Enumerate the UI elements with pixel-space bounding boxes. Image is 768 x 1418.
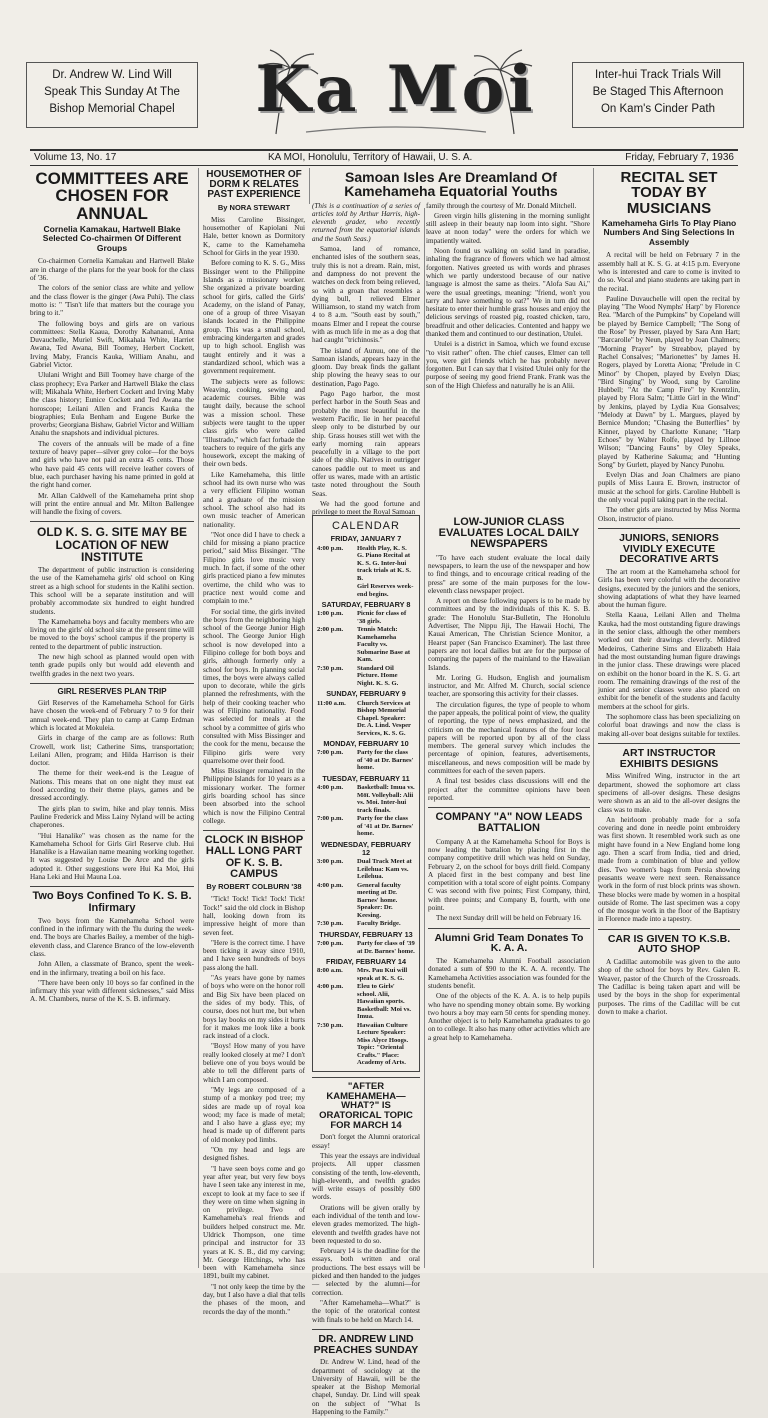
paragraph: The new high school as planned would open with tenth grade pupils only but would add eleventh and twelfth grades in the next two years. [30, 653, 194, 678]
paragraph: "To have each student evaluate the local daily newspapers, to learn the use of the newspaper and how to find things, and to encourage critical reading of the press" are some of the main purposes for the low-eleventh class newspaper project. [428, 553, 590, 595]
calendar-event-time: 4:00 p.m. [317, 983, 344, 991]
paragraph: Pauline Duvauchelle will open the recital by playing "The Wood Nymphs' Harp" by Florence Rea. "March of the Pumpkins" by Copeland will be played by Bernice Campbell; "The Song of the Rose" by Presser, played by Sara Ann Hart; "Barcarolle" by Neun, played by Joan Chalmers; "Morning Prayer" by Streabbov, played by Rachel Consalves; "Marionettes" by James H. Rogers, played by Loretta Aiona; "Prelude in C Minor" by Chopen, played by Evelyn Dias; "Bird Singing" by Wood, sung by Caroline Hubbell; "At the Camp Fire" by Krentzlin, played by Flora Salm; "Little Girl in the Wind" by Jenkins, played by Lydia Kua Gonsalves; "Melody at Dawn" by L. Margues, played by Bernice Mundon; "Chasing the Butterflies" by Kinner, played by Charlotte Kunane; "Harp Echoes" by Walter Rolfe, played by Lillnoe Wilson; "Dancing Fauns" by Oley Speaks, played by Katherine Sakuma; and "Hunting Song" by Gurlett, played by Nancy Punohu. [598, 294, 740, 469]
calendar-event-text: Dual Track Meet at Leilehua: Kam vs. Leilehua. [357, 858, 412, 881]
samoa-story [312, 168, 590, 519]
issue-date: Friday, February 7, 1936 [625, 152, 734, 163]
left-ear-box [26, 62, 198, 128]
paragraph: The other girls are instructed by Miss Norma Olson, instructor of piano. [598, 506, 740, 523]
right-ear-box [572, 62, 744, 128]
paragraph: Miss Caroline Bissinger, housemother of Kapiolani Nui Hale, better known as Dormitory K, came to the Kamehameha School for Girls in the year 1930. [203, 215, 305, 258]
calendar-event-time: 4:00 p.m. [317, 881, 344, 889]
samoa-columns [312, 202, 590, 519]
paragraph: The department of public instruction is considering the use of the Kamehameha girls' old school on King street as a high school for students in the Kalihi section. This school will be a separate institution and will probably accommodate six hundred to eight hundred students. [30, 566, 194, 616]
headline-alumni-grid: Alumni Grid Team Donates To K. A. A. [434, 931, 584, 955]
paragraph: Noon found us walking on solid land in paradise, inhaling the fragrance of flowers which we had almost forgotten. Natives greeted us with words and phrases which we partly understood because of our native language is almost the same as theirs. "Alofa Sau Ai," were the usual greetings, meaning: "friend, won't you tarry and have something to eat?" We in turn did not hesitate to enter their humble grass houses and enjoy the delicious servings of roasted pig, roasted chicken, taro, breadfruit and other delicacies. Contented and happy we thanked them and continued to our destination, Utulei. [426, 247, 590, 338]
calendar-event-text: Health Play, K. S. G. Piano Recital at K. S. G. Inter-hui track trials at K. S. B. [357, 544, 411, 582]
divider [30, 886, 194, 887]
calendar-event-text: General faculty meeting at Dr. Barnes' home. Speaker: Dr. Keesing. [357, 881, 401, 919]
paragraph: Before coming to K. S. G., Miss Bissinger went to the Philippine Islands as a missionary worker. She organized a private boarding school for girls, called the Girls' Academy, on the island of Panay, one of a group of three Visayan islands located in the Philippine group. This was a small school, embracing kindergarten and grades up to high school. English was taught entirely and it was a standardized school, which was a government requirement. [203, 259, 305, 376]
paragraph: "Not once did I have to check a child for missing a piano practice period," said Miss Bissinger. "The Filipino girls love music very much. In fact, if some of the other girls practiced piano a few minutes overtime, the child who was to practice next would come and complain to me." [203, 530, 305, 606]
calendar-event-time: 1:00 p.m. [317, 610, 344, 618]
paragraph: One of the objects of the K. A. A. is to help pupils who have no spending money obtain some. By working two hours a boy may earn 50 cents for spending money. Another object is to help Kamehameha graduates to go on to college. It also has many other activities which are a great help to Kamehameha. [428, 992, 590, 1042]
column-divider [593, 168, 594, 1268]
headline-decorative-arts: JUNIORS, SENIORS VIVIDLY EXECUTE DECORATIVE ARTS [619, 531, 719, 566]
headline-car: CAR IS GIVEN TO K.S.B. AUTO SHOP [607, 932, 731, 956]
calendar-event [317, 700, 415, 738]
paragraph: Like Kamehameha, this little school had its own nurse who was a very efficient Filipino woman and a graduate of the mission school. The school also had its own music teacher of American nationality. [203, 470, 305, 529]
calendar-event-time: 3:00 p.m. [317, 858, 344, 866]
calendar-event-text: Mrs. Pau Kui will speak at K. S. G. [357, 967, 408, 982]
calendar-event [317, 983, 415, 1021]
divider [30, 521, 194, 522]
divider [312, 1329, 420, 1330]
headline-newspapers: LOW-JUNIOR CLASS EVALUATES LOCAL DAILY NEWSPAPERS [438, 516, 580, 551]
headline-recital: RECITAL SET TODAY BY MUSICIANS [620, 169, 718, 217]
calendar-event-text: Eleu to Girls' school. Alii, Hawaiian sports. Basketball: Moi vs. Imua. [357, 983, 412, 1021]
paragraph: Orations will be given orally by each individual of the tenth and low-eleven grades memorized. The high-eleventh and twelfth grades have not been requested to do so. [312, 1203, 420, 1245]
headline-housemother: HOUSEMOTHER OF DORM K RELATES PAST EXPERIENCE [206, 169, 302, 201]
byline: By ROBERT COLBURN '38 [206, 882, 302, 892]
column-3-lower [312, 515, 420, 1418]
divider [312, 1077, 420, 1078]
samoa-column-a [312, 202, 420, 519]
paragraph: family through the courtesy of Mr. Donald Mitchell. [426, 201, 577, 210]
paragraph: Mr. Allan Caldwell of the Kamehameha print shop will print the entire annual and Mr. Milton Ballengee will handle the fixing of covers. [30, 491, 194, 517]
calendar-event-time: 2:00 p.m. [317, 626, 344, 634]
calendar-event-text: Basketball: Imua vs. Mōī. Volleyball: Alii vs. Moi. Inter-hui track finals. [357, 784, 415, 814]
calendar-day: SATURDAY, FEBRUARY 8 [321, 600, 411, 610]
paragraph: Green virgin hills glistening in the morning sunlight still asleep in their beauty nap loom into sight. "Shore leave at noon today" were the orders for which we impatiently waited. [426, 211, 590, 245]
calendar-event-time: 7:30 p.m. [317, 664, 344, 672]
divider [203, 830, 305, 831]
paragraph: The covers of the annuals will be made of a fine texture of heavy paper—silver grey color—for the boys and girls who have not paid an extra 45 cents. Those who have paid 45 cents will receive leather covers of blue, each purchaser having his name printed in gold at the right hand corner. [30, 439, 194, 490]
paragraph: Dr. Andrew W. Lind, head of the department of sociology at the University of Hawaii, will be the speaker at the Bishop Memorial chapel, Sunday. Dr. Lind will speak on the subject of "What Is Happening to the Family." [312, 1358, 420, 1417]
divider [428, 807, 590, 808]
calendar-event [317, 920, 415, 928]
calendar-event-text: Standard Oil Picture. Home Night. K. S. G. [357, 664, 399, 687]
paragraph: Don't forget the Alumni oratorical essay! [312, 1133, 420, 1150]
headline-committees: COMMITTEES ARE CHOSEN FOR ANNUAL [35, 169, 189, 223]
samoa-column-b [426, 202, 590, 519]
calendar-day: TUESDAY, FEBRUARY 11 [322, 773, 410, 783]
calendar-day: THURSDAY, FEBRUARY 13 [319, 929, 413, 939]
calendar-event-time: 8:00 a.m. [317, 967, 343, 975]
paragraph: "Here is the correct time. I have been ticking it away since 1910, and I have seen hundreds of boys pass along the hall. [203, 938, 305, 972]
calendar-event-time: 4:00 p.m. [317, 784, 344, 792]
paragraph: We had the good fortune and privilege to meet the Royal Samoan [312, 499, 420, 517]
paragraph: A report on these following papers is to be made by committees and by the individuals of this K. S. B. grade: The Honolulu Star-Bulletin, The Honolulu Advertiser, The Nippu Jiji, The Hawaii Hochi, The Kauai American, The Christian Science Monitor, a Hearst paper (San Francisco Examiner). The last three papers are not local dailies but are for the purpose of comparing the papers of the mainland to the Hawaiian Islands. [428, 597, 590, 672]
calendar-event [317, 815, 415, 838]
calendar-event-text: Hawaiian Culture Lecture Speaker: Miss Alyce Hoogs. Topic: "Oriental Crafts." Place: Academy of Arts. [357, 1021, 409, 1067]
nameplate [246, 48, 546, 136]
samoa-intro: (This is a continuation of a series of articles told by Arthur Harris, high-eleventh grader, who recently returned from the equatorial islands and the South Seas.) [312, 201, 420, 243]
calendar-event [317, 1022, 415, 1067]
paragraph: The colors of the senior class are white and yellow and the class flower is the ginger (Awa Puhi). The class motto is: " 'Tisn't life that matters but the courage you bring to it." [30, 284, 194, 318]
paragraph: The following boys and girls are on various committees: Stella Kaaua, Dorothy Kahananui, Anna Duvauchelle, Muriel Swift, Mikahala White, Harriet Awana, Ted Awana, Bill Toomey, Herbert Cockett, Irving Maby, Francis Kauka, William Anahu, and Gabriel Victor. [30, 319, 194, 370]
headline-art-instructor: ART INSTRUCTOR EXHIBITS DESIGNS [619, 746, 719, 770]
paragraph: The subjects were as follows: Weaving, cooking, sewing and academic courses. Bible was taught daily, because the school was a mission school. These subjects were taught to the upper class girls who were called "Illustrado," which fact forbade the teachers to require of the girls any housework, except the making of their own beds. [203, 377, 305, 469]
headline-clock: CLOCK IN BISHOP HALL LONG PART OF K. S. B. CAMPUS [204, 834, 304, 880]
paragraph: Utulei is a district in Samoa, which we found excuse "to visit rather" often. The chief causes, Elmer can tell you, were girl friends which he has probably never forgotten. But I can say that I visited Utulei only for the purpose of seeing my good friend Frank. Frank was the son of the High Chiefess and naturally he is an Alii. [426, 340, 590, 390]
paragraph: "Boys! How many of you have really looked closely at me? I don't believe one of you boys would be able to tell the different parts of which I am composed. [203, 1042, 305, 1084]
calendar-event-time: 7:00 p.m. [317, 749, 344, 757]
calendar-event [317, 967, 415, 982]
divider [598, 528, 740, 529]
calendar-event-time: 7:30 p.m. [317, 1021, 344, 1029]
calendar-event-text: Party for the class of '40 at Dr. Barnes' home. [357, 749, 414, 772]
dateline [30, 149, 738, 166]
calendar-event-time: 7:00 p.m. [317, 815, 344, 823]
paragraph: For social time, the girls invited the boys from the neighboring high school of the George Junior High school. The George Junior High school is now developed into a Filipino college for both boys and girls, although formerly only a school for boys. In planning social times, the boys were always called upon to decorate, while the girls planned the refreshments, with the help of their cooking teacher who was of Filipino nationality. Food was selected for meals at the school by a committee of girls who consulted with Miss Bissinger and the cook for the menu, because the Filipino girls were very quarrelsome over their food. [203, 607, 305, 765]
paragraph: The Kamehameha boys and faculty members who are living on the girls' old school site at the present time will be moved to the boys' school campus if the property is rented to the department of public instruction. [30, 617, 194, 651]
paragraph: Pago Pago harbor, the most perfect harbor in the South Seas and probably the most beautiful in the western Pacific, lie in her peaceful sleep only to be disturbed by our ship. Grass houses still wet with the early morning rain appears peacefully in a village to the port side of the ship. Natives in outrigger canoes paddle out to meet us and offer us wares, made with an artistic taste noted throughout the South Seas. [312, 390, 420, 498]
paragraph: This year the essays are individual projects. All upper classmen consisting of the tenth, low-eleventh, high-eleventh, and twelfth grades will write essays of possibly 600 words. [312, 1151, 420, 1202]
left-ear-line: Speak This Sunday At The [44, 86, 180, 98]
paragraph: "My legs are composed of a stump of a monkey pod tree; my sides are made up of royal koa wood; my face is made of metal; and I also have a glass eye; my head is made up of different parts of old monkey pod limbs. [203, 1085, 305, 1144]
paragraph: "As years have gone by names of boys who were on the honor roll and Big Six have been placed on the sides of my body. This, of course, does not hurt me, but when boys lay books on my sides it hurts for it makes me look like a book rack instead of a clock. [203, 974, 305, 1041]
column-divider [198, 168, 199, 1268]
column-5 [598, 168, 740, 1018]
byline: By NORA STEWART [217, 202, 291, 212]
divider [598, 743, 740, 744]
paragraph: Miss Bissinger remained in the Philippine Islands for 10 years as a missionary worker. The former girls boarding school has since been absorbed into the school which is now the Filipino Central college. [203, 767, 305, 825]
paragraph: "After Kamehameha—What?" is the topic of the oratorical contest with finals to be held on March 14. [312, 1298, 420, 1324]
headline-girl-reserves: GIRL RESERVES PLAN TRIP [57, 686, 167, 696]
paragraph: Company A at the Kamehameha School for Boys is now leading the battalion by placing first in the company competitive drill which was held on Sunday, February 2, on the school for boys drill field. Company A placed first in the best company and best line competition with a total score of eight points. Company C was second with five points; First Company, third, with three points; and Company B, fourth, with one point. [428, 837, 590, 913]
calendar-event-text: Picnic for class of '38 girls. [357, 610, 407, 625]
right-ear-line: On Kam's Cinder Path [600, 103, 716, 115]
paragraph: "On my head and legs are designed fishes. [203, 1146, 305, 1163]
calendar-list [317, 535, 415, 1067]
headline-samoa: Samoan Isles Are Dreamland Of Kamehameha Equatorial Youths [344, 169, 558, 200]
paragraph: "I have seen boys come and go year after year, but very few boys have I seen take any interest in me, except to look at my face to see if they were on time when signing in on privilege. Two of Kamehameha's real friends and builders helped construct me. Mr. Uldrick Thompson, one time principal and instructor for 33 years at K. S. B., did my carving; Mr. George Hitchings, who has been with Kamehameha since 1891, built my cabinet. [203, 1164, 305, 1281]
calendar-event-text: Girl Reserves week-end begins. [357, 583, 414, 598]
paragraph: The theme for their week-end is the League of Nations. This means that on one night they must eat food according to their theme plays, games and be dressed accordingly. [30, 769, 194, 803]
paragraph: Two boys from the Kamehameha School were confined in the infirmary with the 'flu during the week-end. The boys are Charles Bailey, a member of the high-eleventh class, and Clarence Branco of the low-eleventh class. [30, 916, 194, 958]
volume-number: Volume 13, No. 17 [34, 152, 117, 163]
calendar-day: SUNDAY, FEBRUARY 9 [326, 689, 406, 699]
calendar-event-text: Faculty Bridge. [357, 920, 401, 928]
paragraph: "I not only keep the time by the day, but I also have a dial that tells the phases of the moon, and records the day of the month." [203, 1282, 305, 1316]
calendar-event-text: Party for class of '39 at Dr. Barnes' home. [357, 940, 415, 955]
paragraph: Mr. Loring G. Hudson, English and journalism instructor, and Mr. Alfred M. Church, social science teacher, are sponsoring this activity for their classes. [428, 673, 590, 699]
right-ear-line: Inter-hui Track Trials Will [595, 69, 721, 81]
headline-oratorical: "AFTER KAMEHAMEHA—WHAT?" IS ORATORICAL TOPIC FOR MARCH 14 [319, 1080, 413, 1131]
subhead-recital: Kamehameha Girls To Play Piano Numbers And Sing Selections In Assembly [601, 217, 737, 247]
calendar-event-text: Tennis Match: Kamehameha Faculty vs. Submarine Base at Kam. [357, 626, 411, 664]
paragraph: An heirloom probably made for a sofa covering and done in needle point embroidery was first shown. It resembled work such as one might have found in a New England home long ago. Then a scarf from India, tied and dried, made from a combination of blue and yellow dies. Two women's bags from Persia showing peasants weave were next seen. Renaissance work in the form of rust block prints was shown. These blocks were made by women in a hospital outside of Rome. The last specimen was a copy of the mosque work in the floor of the Baptistry in Florence made into a tapestry. [598, 815, 740, 924]
paragraph: Stella Kaaua, Leilani Allen and Thelma Kauka, had the most outstanding figure drawings in the senior class, although the other members worked out their drawings cleverly. Mildred Medeiros, Catherine Sims and Elizabeth Haia had the most outstanding human figure drawings in the junior class. These drawings were placed on exhibit on the honor board in the K. S. G. art room. The remaining drawings of the rest of the junior and senior classes were also placed on exhibit for the benefit of the students and faculty members at the school for girls. [598, 611, 740, 711]
calendar-event [317, 749, 415, 772]
paragraph: Evelyn Dias and Joan Chalmers are piano pupils of Miss Laura E. Brown, instructor of music at the school for girls. Caroline Hubbell is the only vocal pupil taking part in the recital. [598, 471, 740, 504]
calendar-event [317, 545, 415, 583]
right-ear-line: Be Staged This Afternoon [592, 86, 724, 98]
headline-ksg-site: OLD K. S. G. SITE MAY BE LOCATION OF NEW INSTITUTE [36, 525, 188, 564]
calendar-event-time: 11:00 a.m. [317, 699, 346, 707]
paragraph: The island of Aunuu, one of the Samoan islands, appears hazy in the gloom. Day break finds the gallant ship plowing the heavy seas to our destination, Pago Pago. [312, 346, 420, 388]
calendar-day: WEDNESDAY, FEBRUARY 12 [320, 839, 412, 857]
paragraph: Girls in charge of the camp are as follows: Ruth Crowell, work list; Catherine Sims, transportation; Leilani Allen, program; and Hilda Harrison is their doctor. [30, 734, 194, 768]
calendar-event [317, 626, 415, 664]
paragraph: Girl Reserves of the Kamehameha School for Girls have chosen the week-end of February 7 to 9 for their annual week-end. They plan to camp at Camp Erdman which is located at Mokuleia. [30, 699, 194, 732]
column-2 [203, 168, 305, 1318]
calendar-event-time [317, 583, 357, 598]
left-ear-line: Dr. Andrew W. Lind Will [52, 69, 172, 81]
calendar-event [317, 610, 415, 625]
divider [30, 683, 194, 684]
divider [598, 929, 740, 930]
nameplate-logo: Ka Moi [255, 52, 537, 127]
calendar-event [317, 665, 415, 688]
calendar-event [317, 940, 415, 955]
calendar-event-text: Party for the class of '41 at Dr. Barnes' home. [357, 815, 414, 838]
column-1 [30, 168, 194, 1006]
calendar-day: MONDAY, FEBRUARY 10 [323, 739, 409, 749]
paragraph: A Cadillac automobile was given to the auto shop of the school for boys by Rev. Galen R. Weaver, pastor of the Church of the Crossroads. The Cadillac is being taken apart and will be used by the boys in the shop for experimental purposes. The rims of the Cadillac will be cut down to make a chariot. [598, 958, 740, 1016]
paragraph: Co-chairmen Cornelia Kamakau and Hartwell Blake are in charge of the plans for the year book for the class of '36. [30, 257, 194, 283]
paragraph: The sophomore class has been specializing on colorful boat drawings and now the class is making all-over boat designs suitable for textiles. [598, 713, 740, 738]
calendar-title: CALENDAR [332, 520, 400, 532]
paragraph: The next Sunday drill will be held on February 16. [436, 914, 582, 923]
calendar-event-time: 7:00 p.m. [317, 940, 344, 948]
left-ear-line: Bishop Memorial Chapel [49, 103, 175, 115]
calendar-day: FRIDAY, FEBRUARY 14 [325, 957, 406, 967]
headline-lind: DR. ANDREW LIND PREACHES SUNDAY [313, 1332, 419, 1356]
paragraph: "Tick! Tock! Tick! Tock! Tick! Tock!" said the old clock in Bishop hall, looking down from its impressive height of more than seven feet. [203, 895, 305, 937]
subhead-committees: Cornelia Kamakau, Hartwell Blake Selected Co-chairmen Of Different Groups [42, 223, 182, 253]
paragraph: A recital will be held on February 7 in the assembly hall at K. S. G. at 4:15 p.m. Everyone who is interested and care to come is invited to do so. Vocal and piano students are taking part in the recital. [598, 251, 740, 293]
calendar-event-text: Church Services at Bishop Memorial Chapel. Speaker: Dr. A. Lind. Vesper Services, K. S. G. [357, 699, 411, 737]
paragraph: "There have been only 10 boys so far confined in the infirmary this year with different sicknesses," said Miss A. M. Chambers, nurse of the K. S. B. infirmary. [30, 978, 194, 1004]
paragraph: February 14 is the deadline for the essays, both written and oral productions. The best essays will be picked and then handed to the judges — selected by the alumni—for correction. [312, 1247, 420, 1297]
column-4-lower [428, 515, 590, 1044]
calendar-event [317, 583, 415, 598]
column-divider [309, 168, 310, 204]
paragraph: The girls plan to swim, hike and play tennis. Miss Pauline Frederick and Miss Lainy Nyland will be acting chaperones. [30, 804, 194, 830]
paragraph: The circulation figures, the type of people to whom the paper appeals, the political point of view, the quality of reporting, the type of news emphasized, and the criticism on the mechanical features of the four local papers will be reported upon by all of the class members. The general survey which includes the percentage of opinion, features, advertisements, miscellaneous, and news composition will be made by committees for each of the seven papers. [428, 700, 590, 776]
paragraph: Ululani Wright and Bill Toomey have charge of the class prophecy; Eva Parker and Hartwell Blake the class will; Mikahala White, Herbert Cockett and Irving Maby the class history; Eunice Cockett and Ted Awana the horoscope; Leilani Allen and Francis Kauka the biographies; Eula Benham and Eugene Burke the proverbs; Georgiana Bishaw, Gabriel Victor and William Anahu the snapshots and individual pictures. [30, 371, 194, 438]
paragraph: John Allen, a classmate of Branco, spent the week-end in the infirmary, treating a boil on his face. [30, 960, 194, 977]
paragraph: Miss Winifred Wing, instructor in the art department, showed the sophomore art class specimens of all-over designs. These designs were shown as an aid to the all-over designs the class was to make. [598, 772, 740, 814]
headline-company-a: COMPANY "A" NOW LEADS BATTALION [435, 811, 583, 835]
calendar-day: FRIDAY, JANUARY 7 [330, 534, 402, 544]
calendar-event [317, 784, 415, 814]
masthead [20, 48, 750, 136]
calendar-box [312, 515, 420, 1072]
paragraph: The Kamehameha Alumni Football association donated a sum of $90 to the K. A. A. recently. The Kamehameha Activities association was founded for the students benefit. [428, 957, 590, 990]
calendar-event-time: 4:00 p.m. [317, 544, 344, 552]
paragraph: A final test besides class discussions will end the project after the committee opinions have been reported. [428, 777, 590, 802]
calendar-event [317, 858, 415, 881]
headline-infirmary: Two Boys Confined To K. S. B. Infirmary [32, 890, 192, 914]
paragraph: Samoa, land of romance, enchanted isles of the southern seas, truly this is not a dream. Rain, mist, and dampness do not prevent the watches on deck from being relieved, so with a groan that resembles a dying bull, I relieved Elmer Williamson, to stand my watch from 4 to 8 a.m. "South east by south," moans Elmer and I repeat the course with as much life in me as a dog that had caught "trichinosis." [312, 245, 420, 345]
divider [428, 928, 590, 929]
calendar-event [317, 882, 415, 920]
calendar-event-time: 7:30 p.m. [317, 920, 344, 928]
paper-location: KA MOI, Honolulu, Territory of Hawaii, U. S. A. [268, 152, 473, 163]
paragraph: The art room at the Kamehameha school for Girls has been very colorful with the decorative designs, executed by the juniors and the seniors, showing adaptations of what they have learned about the human figure. [598, 568, 740, 610]
paragraph: "Hui Hanalike" was chosen as the name for the Kamehameha School for Girls Girl Reserve club. Hui Hanalike is a Hawaiian name meaning working together. It was suggested by Louise De Arce and the girls adopted it. Other suggestions were Hui Ka Moi, Hui Hana Leki and Hui Mauna Loa. [30, 831, 194, 882]
